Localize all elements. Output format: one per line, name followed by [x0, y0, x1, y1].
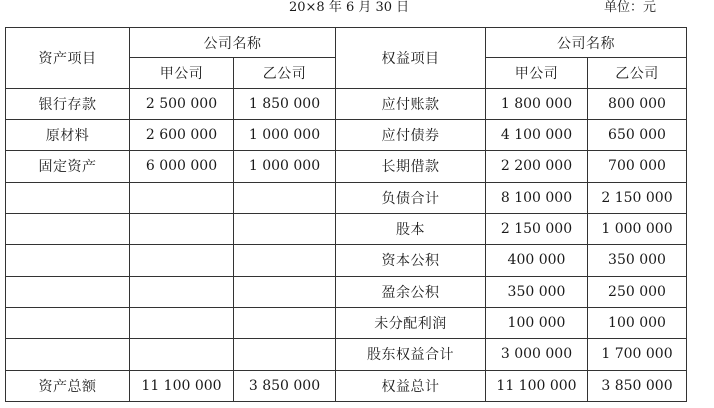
asset-company-b-cell: 1 000 000 [234, 119, 336, 150]
equity-company-b-cell: 250 000 [588, 276, 687, 307]
table-row [6, 307, 687, 338]
equity-item-cell: 长期借款 [336, 151, 486, 182]
header-company-a-right: 甲公司 [486, 58, 588, 88]
equity-company-a-cell: 3 000 000 [486, 339, 588, 370]
table-row [6, 370, 687, 401]
equity-company-a-cell: 400 000 [486, 245, 588, 276]
asset-company-a-cell [130, 182, 234, 213]
equity-company-b-cell: 3 850 000 [588, 370, 687, 401]
asset-company-a-cell [130, 276, 234, 307]
asset-item-cell: 银行存款 [6, 88, 130, 119]
header-company-b-left: 乙公司 [234, 58, 336, 88]
equity-item-cell: 应付债券 [336, 119, 486, 150]
header-row-1 [6, 28, 687, 58]
equity-item-cell: 资本公积 [336, 245, 486, 276]
equity-company-a-cell: 2 200 000 [486, 151, 588, 182]
asset-company-a-cell: 11 100 000 [130, 370, 234, 401]
asset-item-cell [6, 339, 130, 370]
asset-company-a-cell: 2 600 000 [130, 119, 234, 150]
asset-item-cell [6, 182, 130, 213]
table-row [6, 213, 687, 244]
equity-item-cell: 股东权益合计 [336, 339, 486, 370]
asset-company-a-cell [130, 245, 234, 276]
asset-company-b-cell [234, 213, 336, 244]
asset-company-b-cell [234, 276, 336, 307]
asset-item-cell: 固定资产 [6, 151, 130, 182]
asset-item-cell: 资产总额 [6, 370, 130, 401]
header-asset-item: 资产项目 [6, 28, 130, 89]
equity-company-b-cell: 800 000 [588, 88, 687, 119]
balance-sheet-table [5, 27, 687, 402]
equity-company-a-cell: 2 150 000 [486, 213, 588, 244]
equity-company-b-cell: 350 000 [588, 245, 687, 276]
table-row [6, 245, 687, 276]
header-company-name-right: 公司名称 [486, 28, 687, 58]
asset-item-cell [6, 307, 130, 338]
asset-item-cell [6, 276, 130, 307]
equity-company-b-cell: 700 000 [588, 151, 687, 182]
equity-company-b-cell: 650 000 [588, 119, 687, 150]
equity-company-b-cell: 100 000 [588, 307, 687, 338]
asset-company-b-cell [234, 339, 336, 370]
asset-company-b-cell [234, 245, 336, 276]
equity-company-a-cell: 100 000 [486, 307, 588, 338]
table-body [6, 88, 687, 401]
table-row [6, 182, 687, 213]
equity-company-b-cell: 1 700 000 [588, 339, 687, 370]
equity-company-b-cell: 2 150 000 [588, 182, 687, 213]
equity-item-cell: 盈余公积 [336, 276, 486, 307]
asset-company-b-cell: 3 850 000 [234, 370, 336, 401]
equity-company-a-cell: 8 100 000 [486, 182, 588, 213]
table-row [6, 151, 687, 182]
asset-company-b-cell [234, 182, 336, 213]
equity-company-b-cell: 1 000 000 [588, 213, 687, 244]
asset-company-a-cell [130, 307, 234, 338]
asset-company-a-cell [130, 213, 234, 244]
asset-company-a-cell [130, 339, 234, 370]
equity-item-cell: 应付账款 [336, 88, 486, 119]
asset-item-cell [6, 213, 130, 244]
equity-company-a-cell: 11 100 000 [486, 370, 588, 401]
asset-company-b-cell [234, 307, 336, 338]
equity-item-cell: 未分配利润 [336, 307, 486, 338]
table-unit: 单位：元 [604, 0, 657, 15]
table-row [6, 276, 687, 307]
header-company-a-left: 甲公司 [130, 58, 234, 88]
equity-company-a-cell: 4 100 000 [486, 119, 588, 150]
equity-item-cell: 负债合计 [336, 182, 486, 213]
asset-company-b-cell: 1 850 000 [234, 88, 336, 119]
asset-company-a-cell: 2 500 000 [130, 88, 234, 119]
equity-item-cell: 权益总计 [336, 370, 486, 401]
asset-company-a-cell: 6 000 000 [130, 151, 234, 182]
asset-company-b-cell: 1 000 000 [234, 151, 336, 182]
equity-company-a-cell: 350 000 [486, 276, 588, 307]
table-row [6, 119, 687, 150]
equity-company-a-cell: 1 800 000 [486, 88, 588, 119]
table-date: 20×8 年 6 月 30 日 [289, 0, 410, 15]
equity-item-cell: 股本 [336, 213, 486, 244]
header-equity-item: 权益项目 [336, 28, 486, 89]
header-company-name-left: 公司名称 [130, 28, 336, 58]
table-row [6, 88, 687, 119]
asset-item-cell [6, 245, 130, 276]
table-row [6, 339, 687, 370]
header-company-b-right: 乙公司 [588, 58, 687, 88]
asset-item-cell: 原材料 [6, 119, 130, 150]
